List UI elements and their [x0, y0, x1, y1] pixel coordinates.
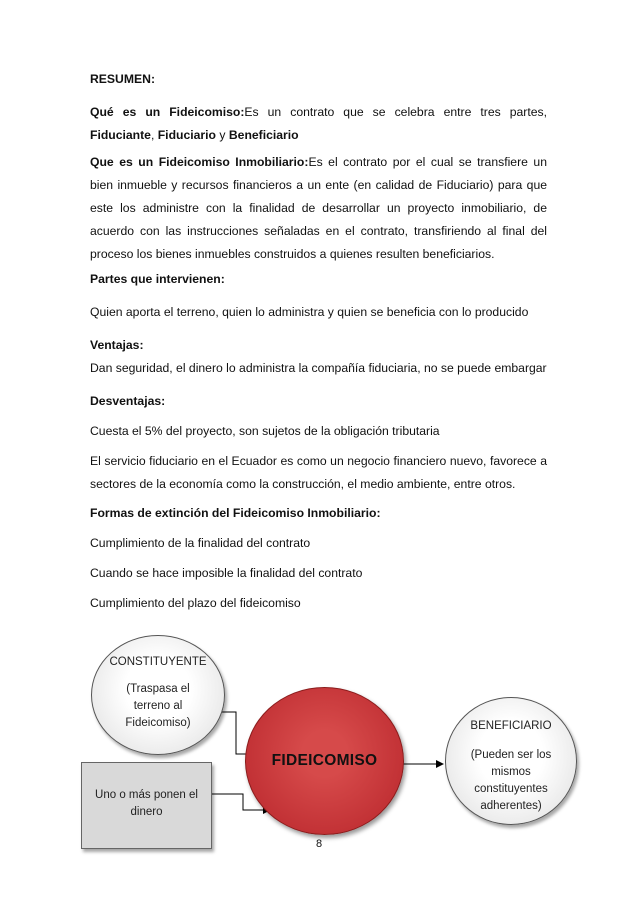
beneficiario-node — [445, 697, 577, 825]
inmobiliario-label: Que es un Fideicomiso Inmobiliario: — [90, 155, 309, 169]
dinero-line: Uno o más ponen el — [95, 789, 198, 801]
fideicomiso-text: Es un contrato que se celebra entre tres partes, — [244, 105, 547, 119]
inmobiliario-text: Es el contrato por el cual se transfiere un bien inmueble y recursos financieros a un ente (en calidad de Fiduciario) para que este los administre con la finalidad de desarrollar un proyecto inmobiliario, de acuerdo con las instrucciones señaladas en el contrato, transfiriendo al final del proceso los bienes inmuebles construidos a quienes resulten beneficiarios. — [90, 155, 547, 261]
formas-item: Cumplimiento de la finalidad del contrato — [90, 536, 311, 550]
paragraph-fideicomiso — [90, 101, 547, 147]
fideicomiso-diagram — [0, 620, 638, 860]
page-number: 8 — [315, 838, 323, 850]
formas-heading: Formas de extinción del Fideicomiso Inmobiliario: — [90, 506, 381, 520]
paragraph-fideicomiso-inmobiliario — [90, 151, 547, 266]
beneficiario-title: BENEFICIARIO — [470, 720, 552, 732]
beneficiario-line: mismos — [491, 766, 531, 778]
servicio-paragraph: El servicio fiduciario en el Ecuador es como un negocio financiero nuevo, favorece a sectores de la economía como la construcción, el medio ambiente, entre otros. — [90, 454, 547, 491]
desventajas-text: Cuesta el 5% del proyecto, son sujetos de la obligación tributaria — [90, 424, 440, 438]
dinero-box — [81, 762, 212, 849]
ventajas-text: Dan seguridad, el dinero lo administra la compañía fiduciaria, no se puede embargar — [90, 361, 547, 375]
summary-heading: RESUMEN: — [90, 72, 156, 86]
constituyente-title: CONSTITUYENTE — [109, 656, 207, 668]
conjunction: y — [215, 128, 229, 142]
constituyente-line: (Traspasa el — [126, 683, 190, 695]
beneficiario-line: (Pueden ser los — [470, 749, 552, 761]
constituyente-node — [91, 635, 225, 755]
constituyente-line: terreno al — [133, 700, 183, 712]
dinero-line: dinero — [130, 806, 163, 818]
formas-item: Cumplimiento del plazo del fideicomiso — [90, 596, 301, 610]
ventajas-heading: Ventajas: — [90, 338, 144, 352]
fideicomiso-label: FIDEICOMISO — [271, 752, 378, 769]
beneficiario-term: Beneficiario — [228, 128, 299, 142]
beneficiario-line: constituyentes — [474, 783, 548, 795]
constituyente-line: Fideicomiso) — [125, 717, 191, 729]
fiduciario-term: Fiduciario — [157, 128, 216, 142]
fideicomiso-label: Qué es un Fideicomiso: — [90, 105, 245, 119]
fideicomiso-node — [245, 687, 404, 835]
formas-item: Cuando se hace imposible la finalidad del contrato — [90, 566, 363, 580]
fiduciante-term: Fiduciante — [90, 128, 151, 142]
partes-heading: Partes que intervienen: — [90, 272, 225, 286]
beneficiario-line: adherentes) — [480, 800, 542, 812]
desventajas-heading: Desventajas: — [90, 394, 166, 408]
punctuation: , — [150, 128, 158, 142]
partes-text: Quien aporta el terreno, quien lo administra y quien se beneficia con lo producido — [90, 305, 529, 319]
